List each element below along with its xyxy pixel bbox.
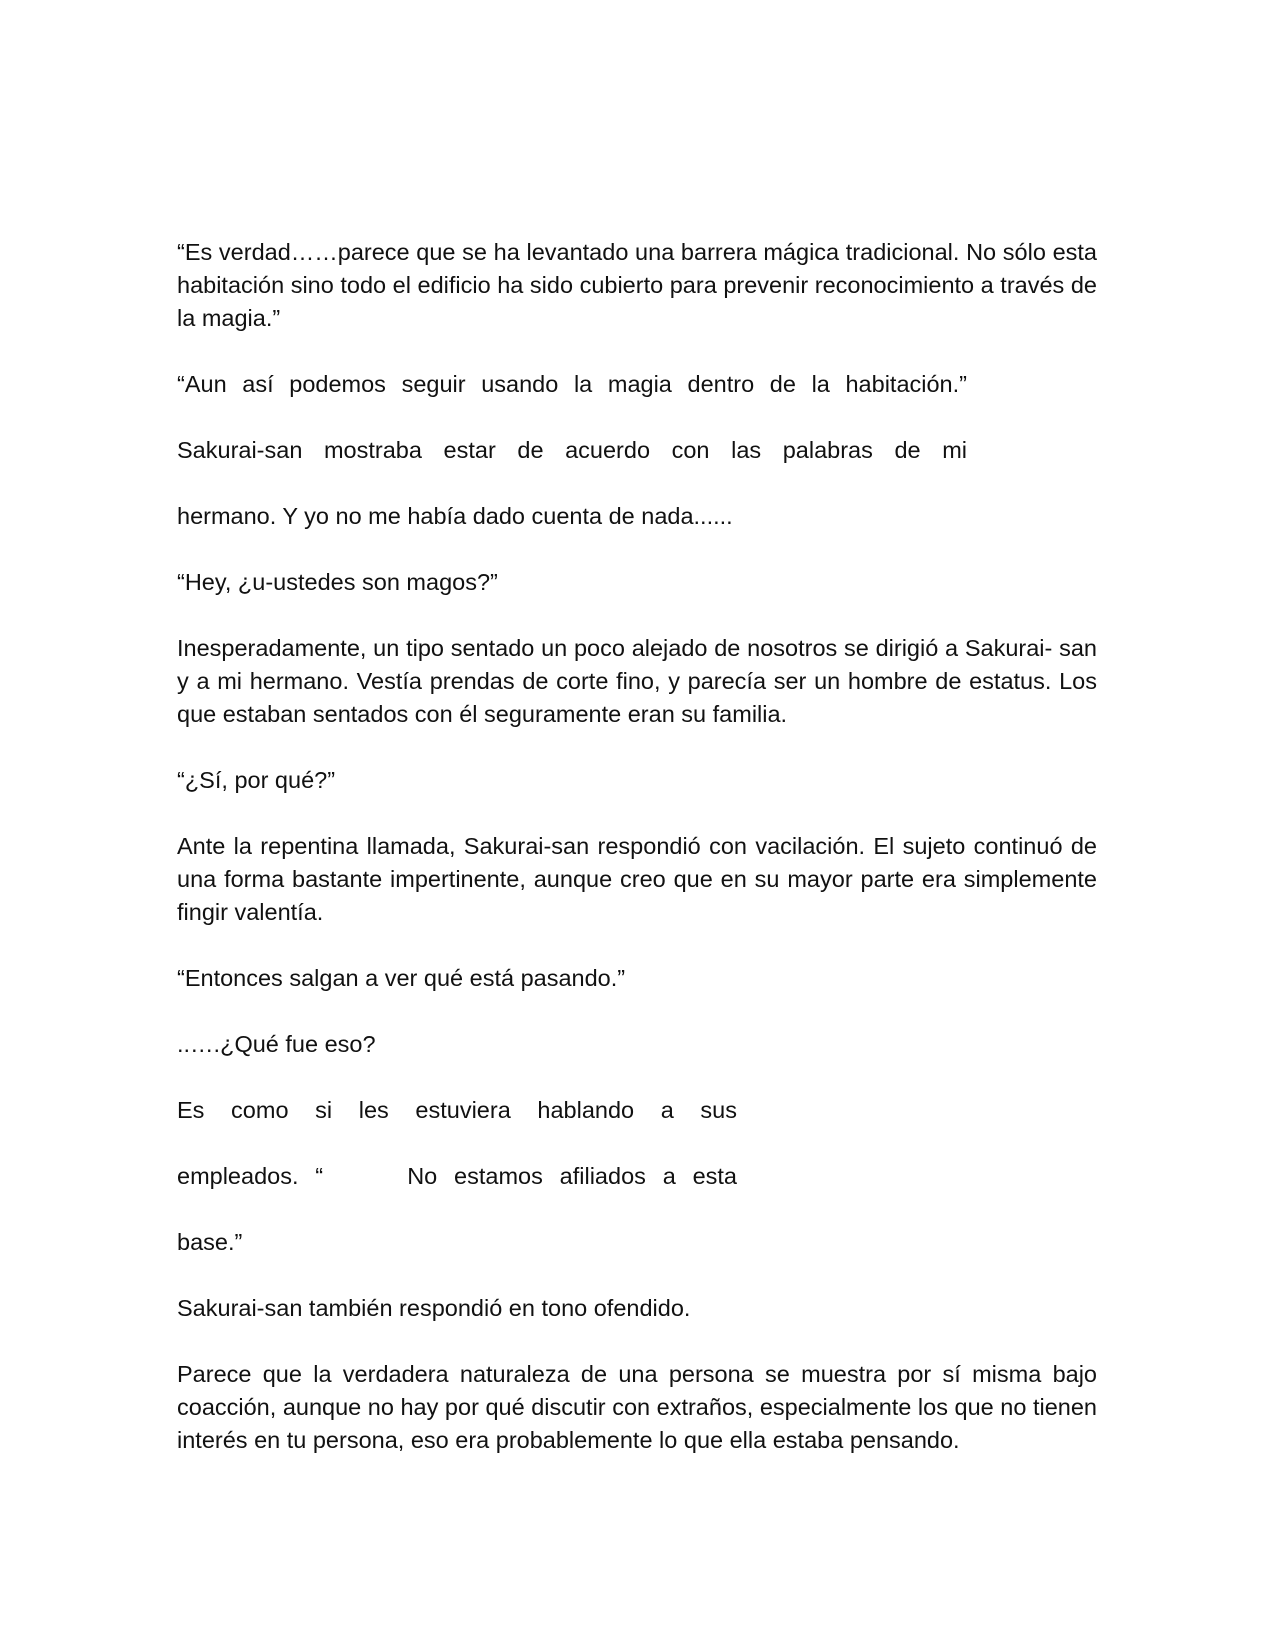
paragraph-naturaleza: Parece que la verdadera naturaleza de una persona se muestra por sí misma bajo coacción, aunque no hay por qué discutir con extraños, especialmente los que no tienen interés en tu persona, eso era probablemente lo que ella estaba pensando. [177, 1361, 1097, 1453]
document-body [177, 236, 1097, 1490]
paragraph-base: base.” [177, 1229, 243, 1255]
paragraph-magic-inside: “Aun así podemos seguir usando la magia dentro de la habitación.” [177, 371, 967, 397]
paragraph-que-fue: ..….¿Qué fue eso? [177, 1031, 376, 1057]
paragraph-stranger: Inesperadamente, un tipo sentado un poco alejado de nosotros se dirigió a Sakurai- san y a mi hermano. Vestía prendas de corte fino, y parecía ser un hombre de estatus. Los que estaban sentados con él seguramente eran su familia. [177, 635, 1097, 727]
paragraph-salgan: “Entonces salgan a ver qué está pasando.” [177, 965, 626, 991]
paragraph-question-magos: “Hey, ¿u-ustedes son magos?” [177, 569, 498, 595]
paragraph-ofendido: Sakurai-san también respondió en tono ofendido. [177, 1295, 691, 1321]
paragraph-sakurai-agrees: Sakurai-san mostraba estar de acuerdo con las palabras de mi [177, 437, 967, 463]
paragraph-empleados-2: empleados. “ No estamos afiliados a esta [177, 1163, 737, 1189]
paragraph-por-que: “¿Sí, por qué?” [177, 767, 336, 793]
paragraph-empleados-1: Es como si les estuviera hablando a sus [177, 1097, 737, 1123]
paragraph-barrier: “Es verdad……parece que se ha levantado una barrera mágica tradicional. No sólo esta habitación sino todo el edificio ha sido cubierto para prevenir reconocimiento a través de la magia.” [177, 239, 1097, 331]
paragraph-hesitation: Ante la repentina llamada, Sakurai-san respondió con vacilación. El sujeto continuó de una forma bastante impertinente, aunque creo que en su mayor parte era simplemente fingir valentía. [177, 833, 1097, 925]
paragraph-brother: hermano. Y yo no me había dado cuenta de nada...... [177, 503, 733, 529]
